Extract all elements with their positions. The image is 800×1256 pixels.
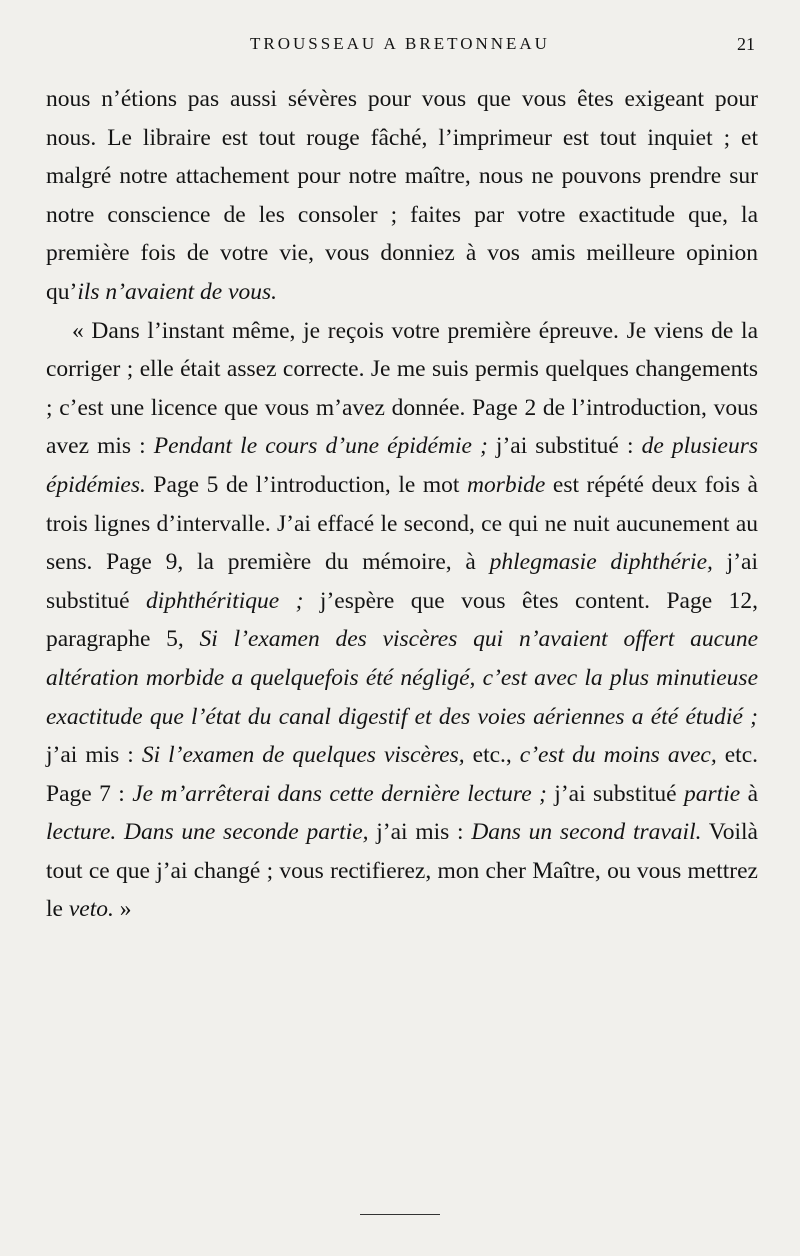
text-run: etc., — [464, 742, 520, 769]
running-title: TROUSSEAU A BRETONNEAU — [250, 34, 550, 53]
text-run: Page 5 de l’introduction, le mot — [145, 471, 467, 498]
italic-run: diphthéritique ; — [146, 587, 304, 614]
text-run: Voilà tout ce que j’ai changé ; vous rectifierez, mon cher Maître, ou vous mettrez le — [46, 819, 758, 923]
text-run: j’ai mis : — [46, 742, 142, 769]
italic-run: ils n’avaient de vous. — [77, 278, 278, 305]
italic-run: de plusieurs épidémies. — [46, 433, 758, 498]
text-run: nous n’étions pas aussi sévères pour vous que vous êtes exigeant pour nous. Le libraire est tout rouge fâché, l’imprimeur est tout inquiet ; et malgré notre attachement pour notre maître, nous ne pouvons prendre sur notre conscience de les consoler ; faites par votre exactitude que, la première fois de votre vie, vous donniez à vos amis meilleure opinion qu’ — [46, 86, 758, 305]
page-number: 21 — [737, 34, 755, 54]
italic-run: Pendant le cours d’une épidémie ; — [153, 433, 488, 460]
text-run: « Dans l’instant même, je reçois votre première épreuve. Je viens de la corriger ; elle était assez correcte. Je me suis permis quelques changements ; c’est une licence que vous m’avez donnée. Page 2 de l’introduction, vous avez mis : — [46, 317, 758, 460]
closing-rule — [360, 1214, 440, 1215]
italic-run: Je m’arrêterai dans cette dernière lecture ; — [132, 780, 547, 807]
italic-run: lecture. Dans une seconde partie, — [46, 819, 369, 846]
italic-run: morbide — [467, 471, 546, 498]
italic-run: veto. — [68, 896, 114, 923]
text-run: j’espère que vous êtes content. Page 12, paragraphe 5, — [46, 587, 759, 653]
paragraph-letter-quote — [46, 312, 758, 930]
running-head — [0, 34, 800, 58]
text-run: est répété deux fois à trois lignes d’intervalle. J’ai effacé le second, ce qui ne nuit aucunement au sens. Page 9, la première du mémoire, à — [46, 471, 758, 576]
paragraph-continuation — [46, 80, 758, 312]
text-run: j’ai mis : — [368, 819, 472, 846]
text-run: j’ai substitué : — [487, 433, 642, 460]
text-run: à — [740, 780, 759, 807]
italic-run: Dans un second travail. — [471, 819, 702, 846]
italic-run: Si l’examen des viscères qui n’avaient offert aucune altération morbide a quelquefois été négligé, c’est avec la plus minutieuse exactitude que l’état du canal digestif et des voies aériennes a été étudié ; — [46, 626, 759, 730]
italic-run: phlegmasie diphthérie, — [489, 549, 713, 576]
text-run: j’ai substitué — [46, 549, 758, 614]
italic-run: c’est du moins avec, — [519, 742, 717, 769]
text-run: j’ai substitué — [546, 780, 685, 807]
body-text — [46, 80, 758, 929]
italic-run: Si l’examen de quelques viscères, — [141, 742, 465, 769]
text-run: » — [113, 896, 132, 923]
text-run: etc. Page 7 : — [46, 742, 759, 807]
italic-run: partie — [684, 780, 741, 807]
